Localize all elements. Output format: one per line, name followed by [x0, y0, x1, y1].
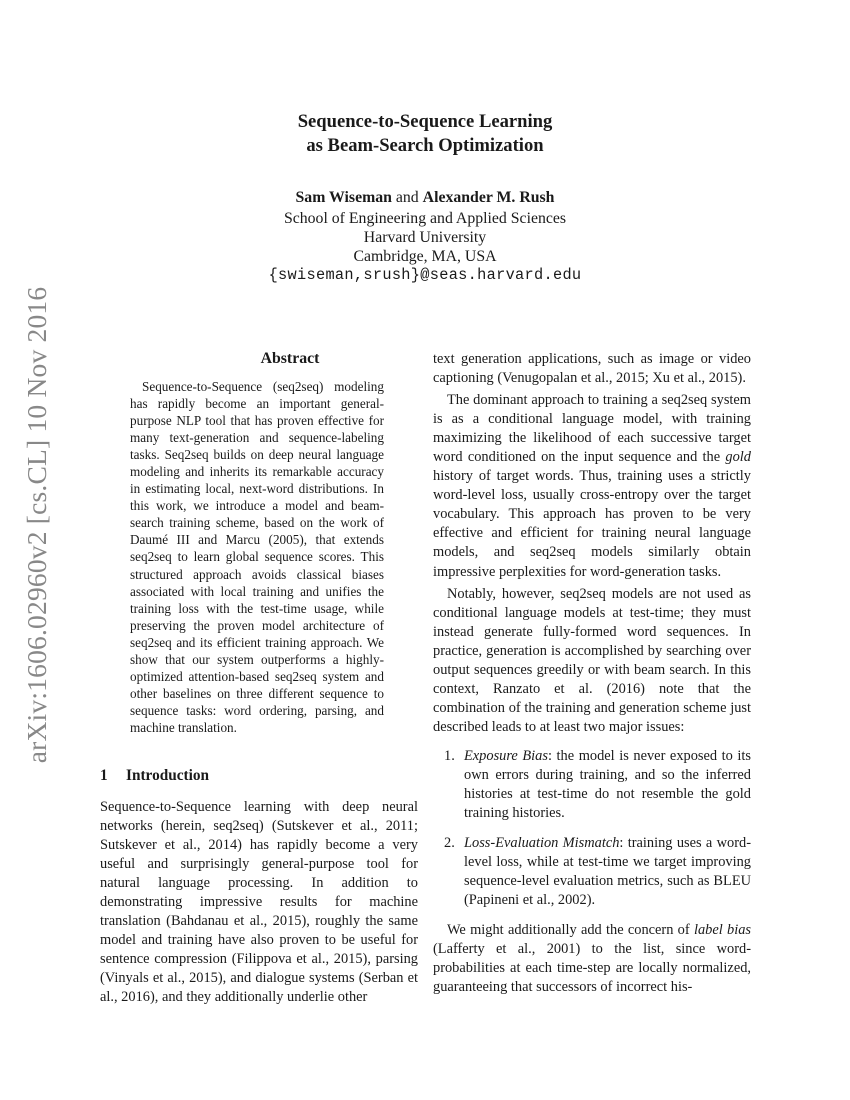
author-2: Alexander M. Rush	[422, 189, 555, 206]
section-heading-introduction	[100, 767, 209, 785]
author-1: Sam Wiseman	[295, 189, 392, 206]
issues-list	[433, 747, 751, 910]
paragraph-4-text-a: We might additionally add the concern of	[447, 922, 694, 939]
list-item-term: Loss-Evaluation Mismatch	[464, 835, 620, 852]
paragraph-2-text-b: history of target words. Thus, training uses a strictly word-level loss, usually cross-entropy over the target vocabulary. This approach has proven to be very effective and efficient for training neural language models, and seq2seq models similarly obtain impressive perplexities for word-generation tasks.	[433, 468, 751, 580]
affiliation-university: Harvard University	[363, 229, 487, 246]
section-title: Introduction	[126, 767, 210, 784]
label-bias-emphasis: label bias	[693, 922, 751, 939]
intro-paragraph-2	[433, 391, 751, 581]
affiliation-location: Cambridge, MA, USA	[353, 248, 497, 265]
author-line	[0, 189, 850, 207]
section-number: 1	[100, 767, 108, 784]
intro-continuation: text generation applications, such as image or video captioning (Venugopalan et al., 2015; Xu et al., 2015).	[433, 351, 751, 387]
arxiv-stamp	[14, 286, 59, 764]
gold-emphasis: gold	[725, 449, 751, 466]
author-emails: {swiseman,srush}@seas.harvard.edu	[268, 266, 582, 284]
paper-title-line-2: as Beam-Search Optimization	[306, 135, 544, 156]
affiliation-school: School of Engineering and Applied Sciences	[283, 210, 567, 227]
list-item-text: : training uses a word-level loss, while at test-time we target improving sequence-level evaluation metrics, such as BLEU (Papineni et al., 2002).	[464, 835, 751, 909]
list-item-number: 1.	[444, 747, 455, 764]
arxiv-stamp-text: arXiv:1606.02960v2 [cs.CL] 10 Nov 2016	[20, 286, 52, 764]
list-item-number: 2.	[444, 835, 455, 852]
intro-paragraph-4	[433, 921, 751, 997]
right-column-text	[433, 350, 751, 998]
list-item	[433, 834, 751, 910]
list-item	[433, 747, 751, 823]
abstract-text: Sequence-to-Sequence (seq2seq) modeling has rapidly become an important general-purpose NLP tool that has proven effective for many text-generation and sequence-labeling tasks. Seq2seq builds on deep neural language modeling and inherits its remarkable accuracy in estimating local, next-word distributions. In this work, we introduce a model and beam-search training scheme, based on the work of Daumé III and Marcu (2005), that extends seq2seq to learn global sequence scores. This structured approach avoids classical biases associated with local training and unifies the training loss with the test-time usage, while preserving the proven model architecture of seq2seq and its efficient training approach. We show that our system outperforms a highly-optimized attention-based seq2seq system and other baselines on three different sequence to sequence tasks: word ordering, parsing, and machine translation.	[130, 379, 384, 735]
paper-title-line-1: Sequence-to-Sequence Learning	[297, 111, 553, 132]
paragraph-4-text-b: (Lafferty et al., 2001) to the list, since word-probabilities at each time-step are locally normalized, guaranteeing that successors of incorrect his-	[433, 941, 751, 996]
abstract-heading: Abstract	[260, 350, 320, 367]
intro-paragraph-1: Sequence-to-Sequence learning with deep neural networks (herein, seq2seq) (Sutskever et al., 2011; Sutskever et al., 2014) has rapidly become a very useful and surprisingly general-purpose tool for natural language processing. In addition to demonstrating impressive results for machine translation (Bahdanau et al., 2015), roughly the same model and training have also proven to be useful for sentence compression (Filippova et al., 2015), parsing (Vinyals et al., 2015), and dialogue systems (Serban et al., 2016), and they additionally underlie other	[100, 799, 418, 1006]
list-item-term: Exposure Bias	[464, 747, 548, 764]
paragraph-2-text-a: The dominant approach to training a seq2seq system is as a conditional language model, with training maximizing the likelihood of each successive target word conditioned on the input sequence and the	[433, 392, 751, 466]
left-column-text	[100, 798, 418, 1008]
list-item-text: : the model is never exposed to its own errors during training, and so the inferred histories at test-time do not resemble the gold training histories.	[464, 747, 752, 822]
intro-paragraph-3: Notably, however, seq2seq models are not used as conditional language models at test-time; they must instead generate fully-formed word sequences. In practice, generation is accomplished by searching over output sequences greedily or with beam search. In this context, Ranzato et al. (2016) note that the combination of the training and generation scheme just described leads to at least two major issues:	[433, 585, 751, 735]
abstract-body	[130, 378, 384, 736]
author-conjunction: and	[391, 189, 423, 206]
